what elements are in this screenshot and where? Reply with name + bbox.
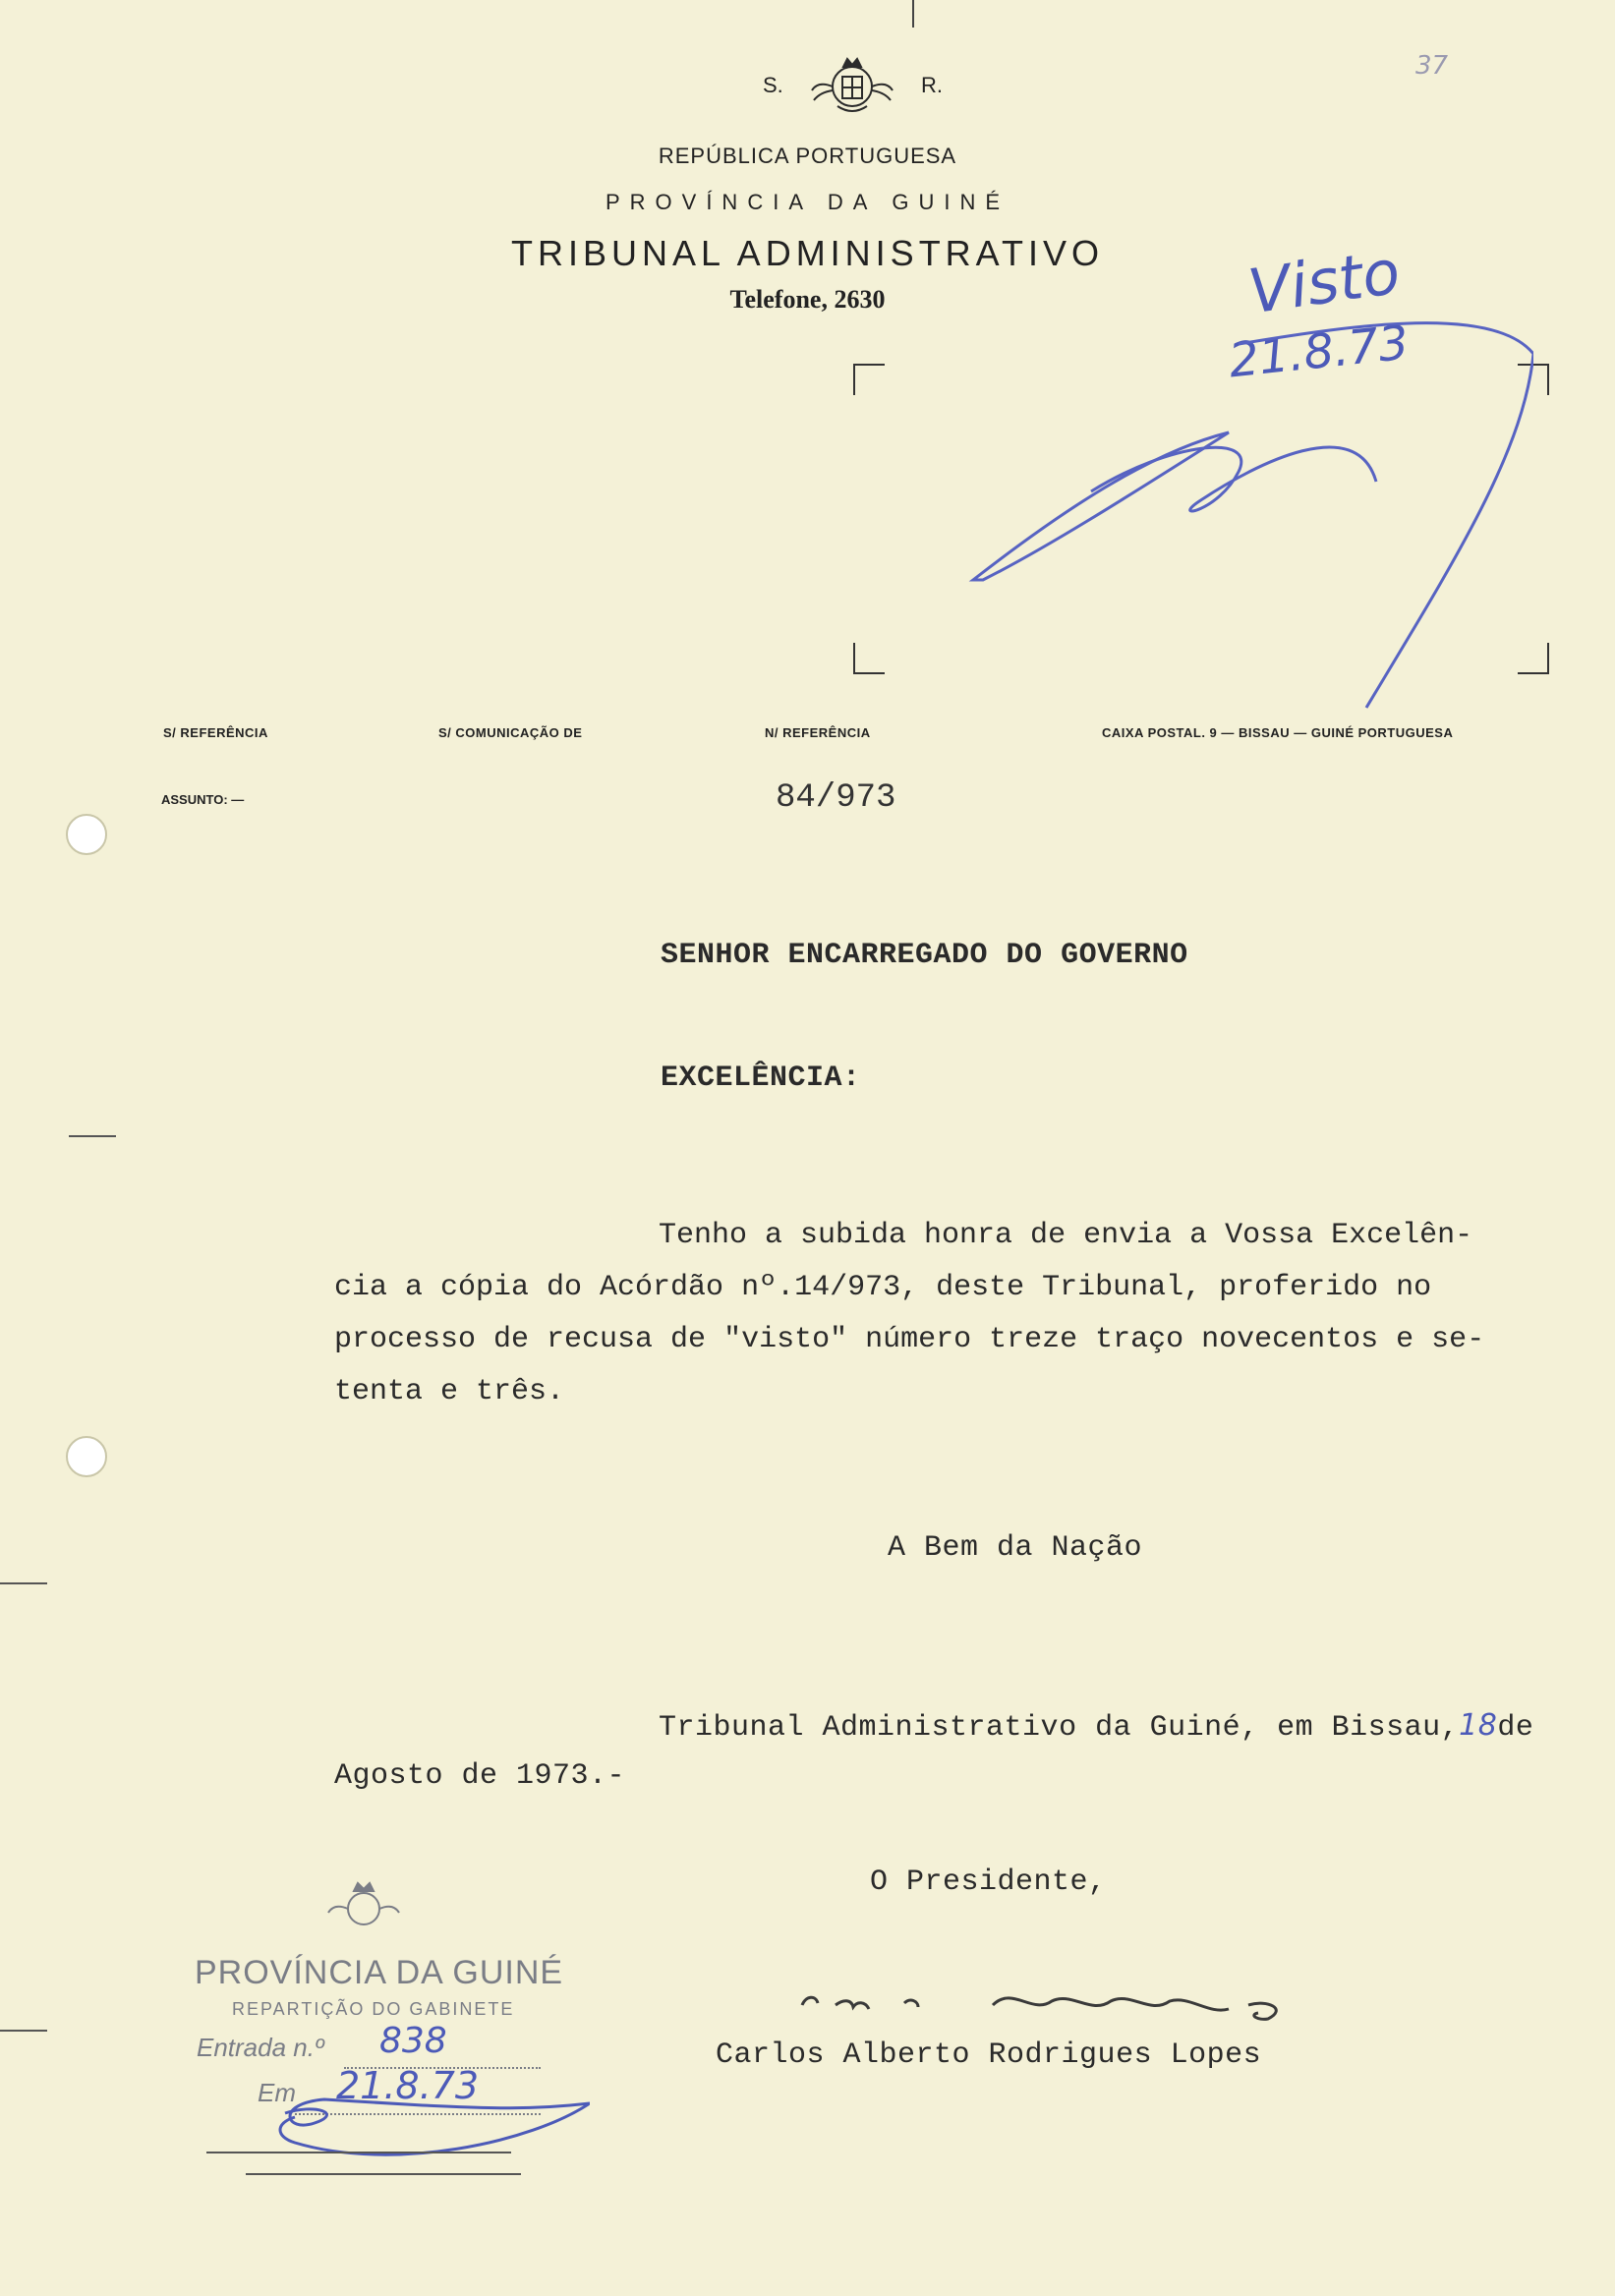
republica-heading: REPÚBLICA PORTUGUESA <box>658 144 957 168</box>
punch-hole-bottom <box>66 1436 107 1477</box>
visto-annotation: Visto <box>1243 235 1405 328</box>
place-line-text: Tribunal Administrativo da Guiné, em Bissau, <box>659 1711 1460 1745</box>
body-line-4: tenta e três. <box>334 1375 565 1408</box>
body-line-3: processo de recusa de "visto" número treze traço novecentos e se- <box>334 1323 1485 1356</box>
body-line-1: Tenho a subida honra de envia a Vossa Excelên- <box>659 1219 1473 1252</box>
body-line-2: cia a cópia do Acórdão nº.14/973, deste Tribunal, proferido no <box>334 1271 1432 1304</box>
stamp-entrada-label: Entrada n.º <box>197 2033 324 2062</box>
stamp-reparticao: REPARTIÇÃO DO GABINETE <box>232 1999 515 2019</box>
s-comunicacao-label: S/ COMUNICAÇÃO DE <box>438 725 583 740</box>
visto-signature <box>944 315 1533 727</box>
provincia-heading: PROVÍNCIA DA GUINÉ <box>605 190 1010 214</box>
margin-tick-1 <box>69 1135 116 1137</box>
presidente-title: O Presidente, <box>870 1866 1107 1899</box>
stamp-provincia: PROVÍNCIA DA GUINÉ <box>195 1954 564 1991</box>
assunto-label: ASSUNTO: — <box>161 792 245 807</box>
tribunal-heading: TRIBUNAL ADMINISTRATIVO <box>510 233 1105 273</box>
addressee: SENHOR ENCARREGADO DO GOVERNO <box>661 939 1188 972</box>
crest-emblem <box>808 51 896 120</box>
day-handwritten: 18 <box>1459 1708 1498 1743</box>
header-r: R. <box>921 73 943 97</box>
stamp-signature <box>177 2084 590 2182</box>
window-corner-bl <box>853 643 885 674</box>
page-number: 37 <box>1415 51 1449 81</box>
n-referencia-label: N/ REFERÊNCIA <box>765 725 871 740</box>
place-line-end: de <box>1497 1711 1534 1745</box>
caixa-postal-label: CAIXA POSTAL. 9 — BISSAU — GUINÉ PORTUGUESA <box>1102 725 1454 740</box>
place-line-2: Agosto de 1973.- <box>334 1759 626 1793</box>
reference-number: 84/973 <box>776 779 896 817</box>
margin-tick-2 <box>0 1582 47 1584</box>
president-signature <box>796 1976 1307 2035</box>
header-s: S. <box>763 73 783 97</box>
stamp-crest-icon <box>324 1877 403 1936</box>
visto-date: 21.8.73 <box>1226 315 1412 389</box>
punch-hole-top <box>66 814 107 855</box>
stamp-entrada-value: 838 <box>379 2021 447 2061</box>
window-corner-tl <box>853 364 885 395</box>
s-referencia-label: S/ REFERÊNCIA <box>163 725 268 740</box>
margin-tick-3 <box>0 2030 47 2032</box>
signatory-name: Carlos Alberto Rodrigues Lopes <box>716 2038 1262 2072</box>
telefone-line: Telefone, 2630 <box>729 285 886 314</box>
stamp-em-value: 21.8.73 <box>336 2064 480 2107</box>
place-line-1 <box>659 1708 1533 1745</box>
closing: A Bem da Nação <box>888 1531 1143 1565</box>
top-fold-mark <box>912 0 914 28</box>
registry-stamp <box>177 1877 590 2192</box>
stamp-em-label: Em <box>258 2078 296 2107</box>
salutation: EXCELÊNCIA: <box>661 1062 861 1095</box>
